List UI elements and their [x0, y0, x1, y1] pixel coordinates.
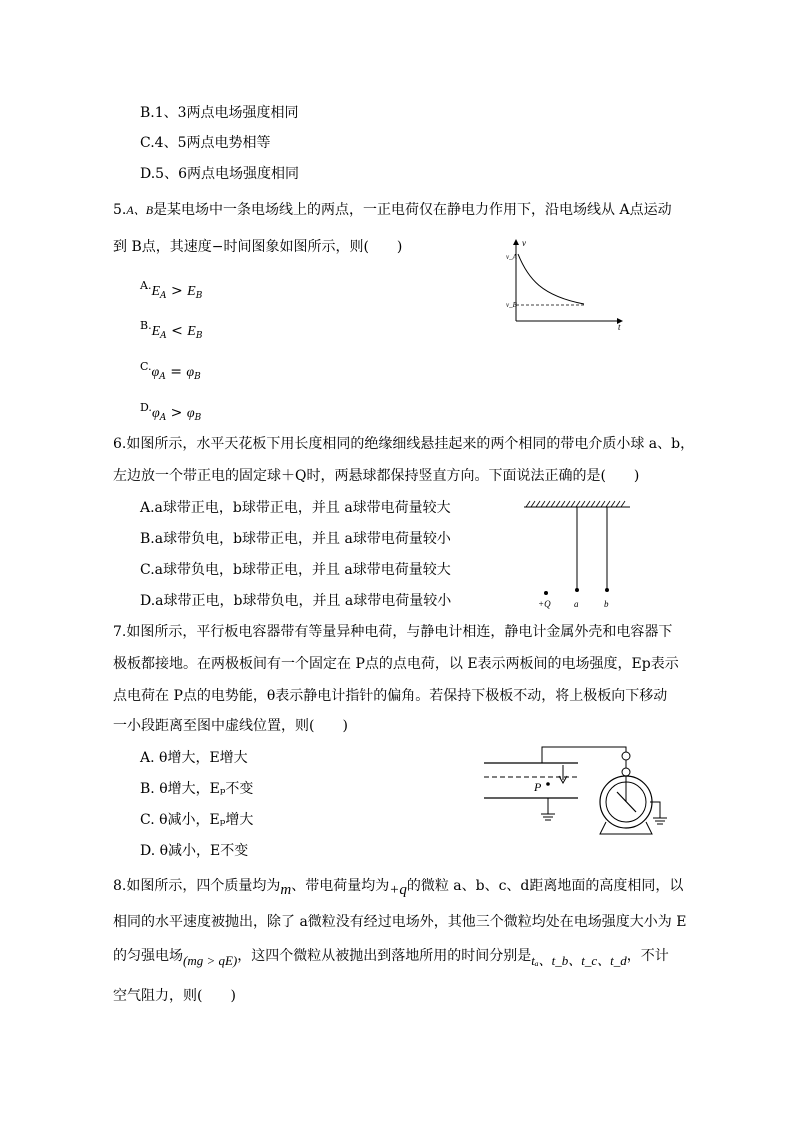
q6-pendulum-figure: [520, 495, 635, 610]
q4-option-b: B.1、3两点电场强度相同: [140, 105, 299, 121]
electrometer-knob: [622, 752, 630, 760]
q7-option-c: C. θ减小，Eₚ增大: [140, 812, 254, 828]
q7-option-a: A. θ增大，E增大: [140, 750, 248, 766]
ceiling-hatch: [526, 501, 625, 507]
wire-top: [542, 747, 626, 763]
va-label: v_A: [506, 253, 517, 261]
q8-stem-line4: 空气阻力，则( ): [113, 988, 236, 1004]
q4-option-c: C.4、5两点电势相等: [140, 135, 271, 151]
t-axis-label: t: [618, 322, 621, 332]
q5-option-d: $^{D.}\varphi_A > \varphi_B$: [140, 401, 202, 423]
label-q: +Q: [538, 599, 551, 609]
q8-charge: +q: [389, 882, 407, 898]
q6-option-d: D.a球带正电，b球带负电，并且 a球带电荷量较小: [140, 593, 452, 609]
q5-points: A、B: [126, 203, 154, 217]
q5-stem-line1: [113, 200, 672, 220]
q6-option-c: C.a球带负电，b球带正电，并且 a球带电荷量较大: [140, 562, 451, 578]
q6-option-b: B.a球带负电，b球带正电，并且 a球带电荷量较小: [140, 531, 451, 547]
q7-stem-line2: 极板都接地。在两极板间有一个固定在 P点的点电荷，以 E表示两板间的电场强度，Ep表示: [113, 656, 679, 672]
q5-vt-graph: [500, 234, 630, 334]
q4-option-d: D.5、6两点电场强度相同: [140, 166, 299, 182]
velocity-curve: [518, 254, 584, 304]
ball-a: [575, 588, 579, 592]
q7-capacitor-figure: [478, 740, 678, 840]
q7-option-d: D. θ减小，E不变: [140, 843, 249, 859]
q8-stem-line3: 的匀强电场(mg > qE)，这四个微粒从被抛出到落地所用的时间分别是tₐ、t_b、t_c、t_d，不计: [113, 948, 669, 968]
q5-stem1: 是某电场中一条电场线上的两点，一正电荷仅在静电力作用下，沿电场线从 A点运动: [153, 202, 672, 218]
label-a: a: [574, 599, 579, 609]
charge-q: [544, 591, 548, 595]
q5-option-c: $^{C.}\varphi_A = \varphi_B$: [140, 360, 201, 382]
q8-mass: m: [280, 882, 292, 898]
q8-stem-line1: 8.如图所示，四个质量均为m、带电荷量均为+q的微粒 a、b、c、d距离地面的高度相同，以: [113, 878, 684, 898]
q5-option-b: $^{B.}E_A < E_B$: [140, 319, 203, 341]
q6-option-a: A.a球带正电，b球带正电，并且 a球带电荷量较大: [140, 500, 451, 516]
q7-stem-line3: 点电荷在 P点的电势能，θ表示静电计指针的偏角。若保持下极板不动，将上极板向下移动: [113, 688, 668, 704]
point-p: [546, 782, 550, 786]
v-axis-label: v: [522, 238, 526, 248]
q8-times: tₐ、t_b、t_c、t_d: [531, 953, 627, 968]
label-b: b: [604, 599, 609, 609]
q5-option-a: $^{A.}E_A > E_B$: [140, 279, 203, 301]
q6-stem-line1: 6.如图所示，水平天花板下用长度相同的绝缘细线悬挂起来的两个相同的带电介质小球 a、b，: [113, 436, 695, 452]
q6-stem-line2: 左边放一个带正电的固定球＋Q时，两悬球都保持竖直方向。下面说法正确的是( ): [113, 468, 640, 484]
q7-stem-line1: 7.如图所示，平行板电容器带有等量异种电荷，与静电计相连，静电计金属外壳和电容器下: [113, 624, 673, 640]
point-p-label: P: [534, 780, 542, 794]
q8-stem-line2: 相同的水平速度被抛出，除了 a微粒没有经过电场外，其他三个微粒均处在电场强度大小为 E: [113, 914, 687, 930]
vb-label: v_B: [506, 301, 517, 309]
q5-stem-line2: 到 B点，其速度−时间图象如图所示，则( ): [113, 239, 403, 255]
q8-condition: (mg > qE): [183, 953, 238, 968]
q7-stem-line4: 一小段距离至图中虚线位置，则( ): [113, 718, 348, 734]
q5-number: 5.: [113, 202, 127, 218]
ball-b: [605, 588, 609, 592]
q7-option-b: B. θ增大，Eₚ不变: [140, 781, 254, 797]
